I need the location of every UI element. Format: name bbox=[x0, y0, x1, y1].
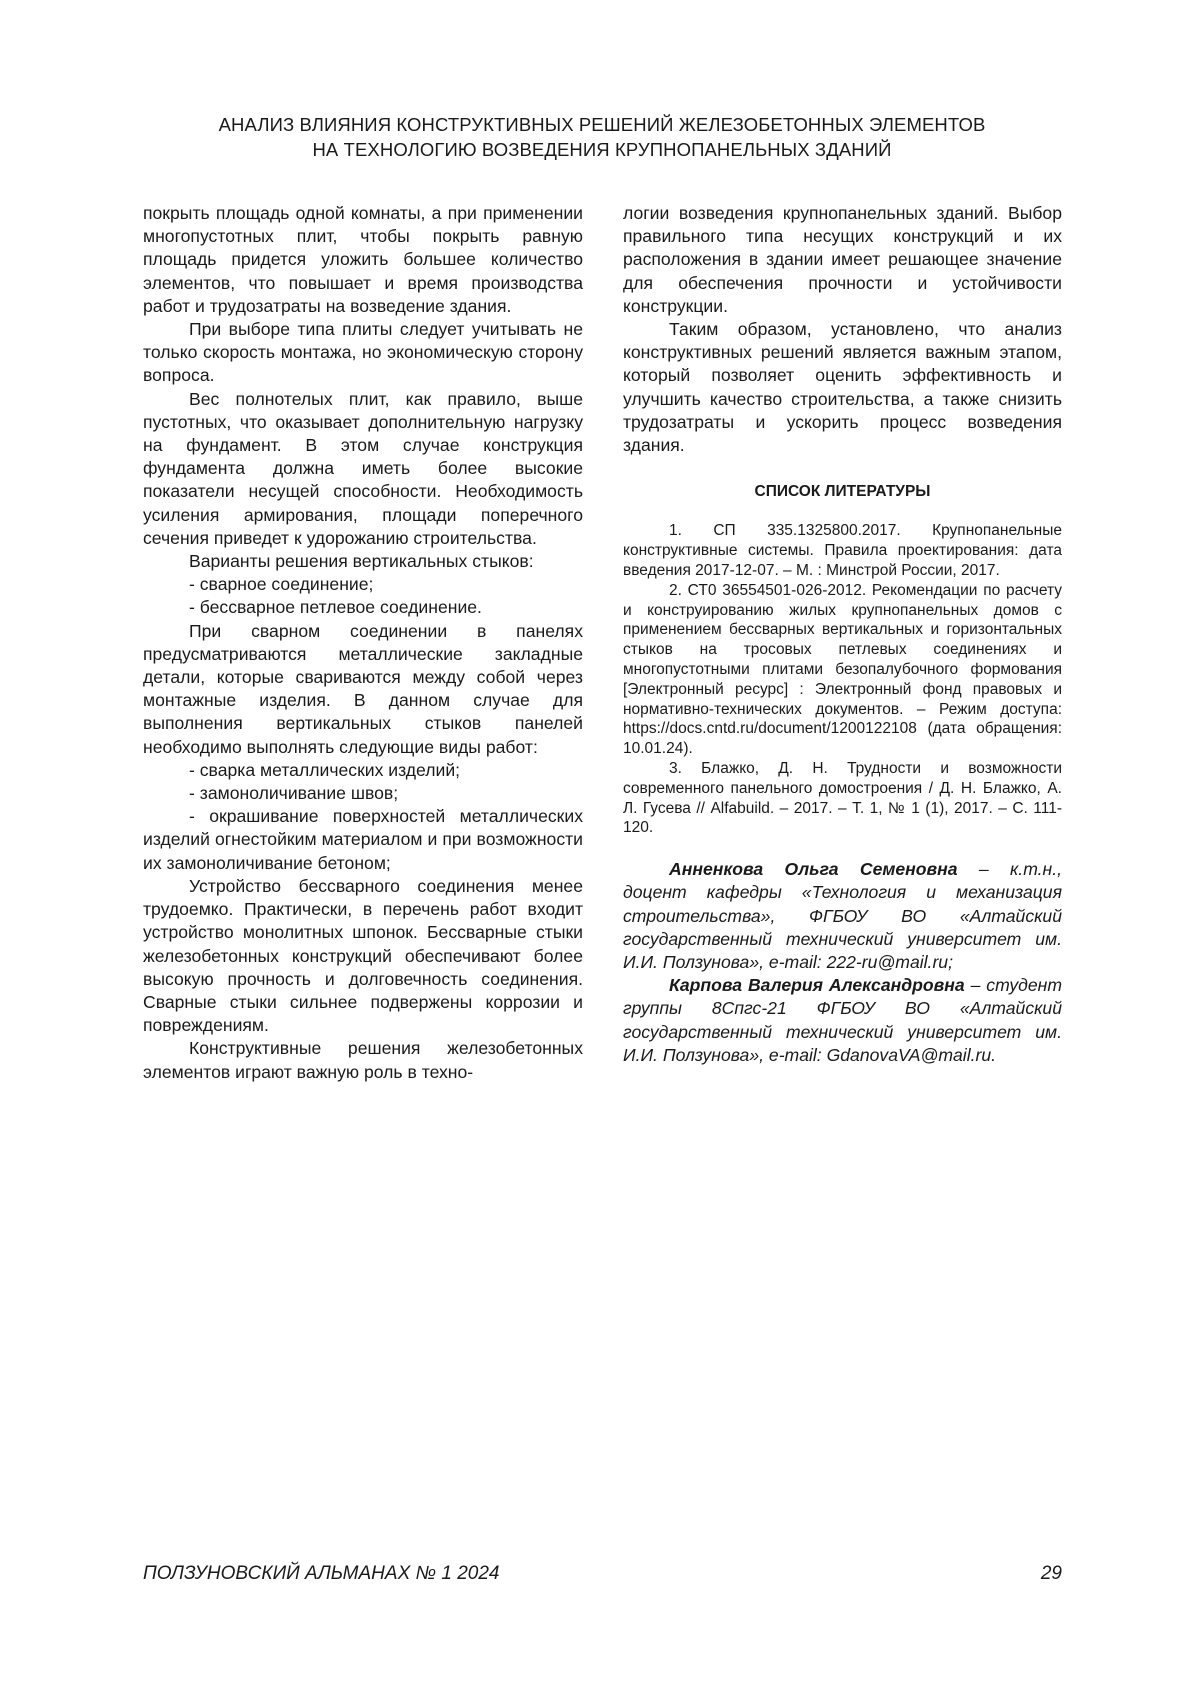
author-details: – к.т.н., доцент кафедры «Технология и механизация строительства», ФГБОУ ВО «Алтайский государственный технический университет им. И.И. Ползунова», e-mail: 222-ru@mail.ru; bbox=[623, 859, 1062, 972]
paragraph: Устройство бессварного соединения менее трудоемко. Практически, в перечень работ входит устройство монолитных шпонок. Бессварные стыки железобетонных конструкций обеспечивают более высокую прочность и долговечность соединения. Сварные стыки сильнее подвержены коррозии и повреждениям. bbox=[143, 875, 583, 1036]
page-number: 29 bbox=[1040, 1563, 1062, 1584]
author-details: – студент группы 8Спгс-21 ФГБОУ ВО «Алтайский государственный технический университет им. И.И. Ползунова», e-mail: GdanovaVA@mail.ru. bbox=[623, 975, 1062, 1065]
reference-item: 2. СТ0 36554501-026-2012. Рекомендации по расчету и конструированию жилых крупнопанельных домов с применением бессварных вертикальных и горизонтальных стыков на тросовых петлевых соединениях и многопустотными плитами безопалубочного формования [Электронный ресурс] : Электронный фонд правовых и нормативно-технических документов. – Режим доступа: https://docs.cntd.ru/document/1200122108 (дата обращения: 10.01.24). bbox=[623, 581, 1062, 758]
reference-item: 3. Блажко, Д. Н. Трудности и возможности современного панельного домостроения / Д. Н. Блажко, А. Л. Гусева // Alfabuild. – 2017. – Т. 1, № 1 (1), 2017. – С. 111-120. bbox=[623, 760, 1062, 837]
list-item: - сварка металлических изделий; bbox=[189, 759, 461, 780]
page-header bbox=[143, 112, 1061, 162]
paragraph: При сварном соединении в панелях предусматриваются металлические закладные детали, которые свариваются между собой через монтажные изделия. В данном случае для выполнения вертикальных стыков панелей необходимо выполнять следующие виды работ: bbox=[143, 620, 583, 757]
paragraph: Конструктивные решения железобетонных элементов играют важную роль в техно- bbox=[143, 1038, 583, 1082]
paragraph: Таким образом, установлено, что анализ конструктивных решений является важным этапом, который позволяет оценить эффективность и улучшить качество строительства, а также снизить трудозатраты и ускорить процесс возведения здания. bbox=[623, 319, 1062, 456]
paragraph: логии возведения крупнопанельных зданий. Выбор правильного типа несущих конструкций и их расположения в здании имеет решающее значение для обеспечения прочности и устойчивости конструкции. bbox=[623, 203, 1062, 316]
right-column bbox=[623, 202, 1062, 1067]
paragraph: При выборе типа плиты следует учитывать не только скорость монтажа, но экономическую сторону вопроса. bbox=[143, 319, 583, 386]
left-column bbox=[143, 202, 583, 1084]
author-entry bbox=[623, 858, 1062, 974]
list-item: - сварное соединение; bbox=[189, 574, 374, 595]
author-name: Карпова Валерия Александровна bbox=[669, 975, 965, 996]
author-info bbox=[623, 858, 1062, 1067]
paragraph: Вес полнотелых плит, как правило, выше пустотных, что оказывает дополнительную нагрузку на фундамент. В этом случае конструкция фундамента должна иметь более высокие показатели несущей способности. Необходимость усиления армирования, площади поперечного сечения приведет к удорожанию строительства. bbox=[143, 388, 583, 548]
author-entry bbox=[623, 974, 1062, 1067]
article-title-line-2: НА ТЕХНОЛОГИЮ ВОЗВЕДЕНИЯ КРУПНОПАНЕЛЬНЫХ ЗДАНИЙ bbox=[312, 139, 892, 160]
list-item: - окрашивание поверхностей металлических изделий огнестойким материалом и при возможности их замоноличивание бетоном; bbox=[143, 806, 583, 873]
paragraph: Варианты решения вертикальных стыков: bbox=[189, 551, 534, 572]
references-list bbox=[623, 521, 1062, 838]
article-title-line-1: АНАЛИЗ ВЛИЯНИЯ КОНСТРУКТИВНЫХ РЕШЕНИЙ ЖЕЛЕЗОБЕТОННЫХ ЭЛЕМЕНТОВ bbox=[218, 114, 986, 135]
page-footer bbox=[143, 1562, 1062, 1586]
journal-name: ПОЛЗУНОВСКИЙ АЛЬМАНАХ № 1 2024 bbox=[143, 1563, 500, 1584]
author-name: Анненкова Ольга Семеновна bbox=[669, 859, 958, 880]
references-heading: СПИСОК ЛИТЕРАТУРЫ bbox=[754, 483, 931, 501]
paragraph: покрыть площадь одной комнаты, а при применении многопустотных плит, чтобы покрыть равную площадь придется уложить большее количество элементов, что повышает и время производства работ и трудозатраты на возведение здания. bbox=[143, 203, 583, 316]
list-item: - бессварное петлевое соединение. bbox=[189, 597, 482, 618]
reference-item: 1. СП 335.1325800.2017. Крупнопанельные конструктивные системы. Правила проектирования: дата введения 2017-12-07. – М. : Минстрой России, 2017. bbox=[623, 522, 1062, 580]
list-item: - замоноличивание швов; bbox=[189, 783, 399, 804]
